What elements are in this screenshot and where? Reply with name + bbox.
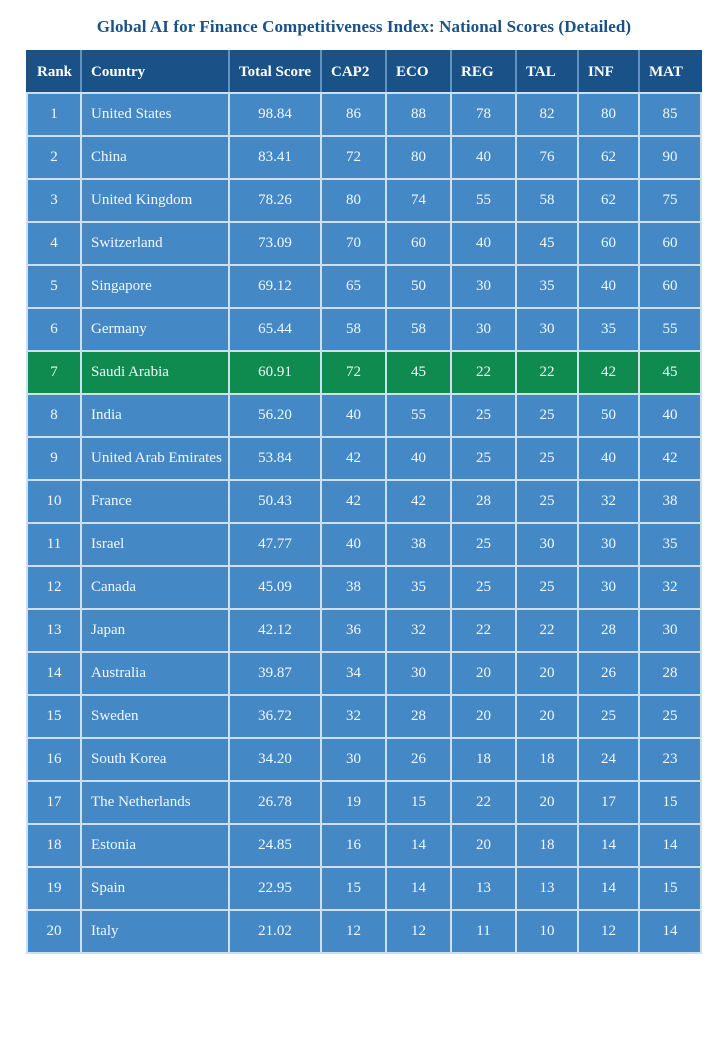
table-row [27, 609, 701, 652]
cell-inf: 30 [578, 523, 639, 566]
cell-reg: 28 [451, 480, 516, 523]
cell-inf: 80 [578, 93, 639, 136]
cell-mat: 55 [639, 308, 701, 351]
cell-rank: 13 [27, 609, 81, 652]
cell-inf: 28 [578, 609, 639, 652]
cell-tal: 20 [516, 652, 578, 695]
table-row [27, 265, 701, 308]
table-body [27, 93, 701, 953]
header-rank: Rank [27, 51, 81, 93]
cell-reg: 25 [451, 437, 516, 480]
cell-rank: 16 [27, 738, 81, 781]
cell-reg: 22 [451, 351, 516, 394]
cell-cap2: 42 [321, 437, 386, 480]
table-header [27, 51, 701, 93]
cell-mat: 42 [639, 437, 701, 480]
cell-country: Israel [81, 523, 229, 566]
cell-cap2: 80 [321, 179, 386, 222]
cell-tal: 20 [516, 695, 578, 738]
cell-country: Germany [81, 308, 229, 351]
cell-total-score: 34.20 [229, 738, 321, 781]
cell-rank: 2 [27, 136, 81, 179]
cell-tal: 82 [516, 93, 578, 136]
table-row [27, 93, 701, 136]
cell-mat: 32 [639, 566, 701, 609]
cell-rank: 4 [27, 222, 81, 265]
cell-tal: 30 [516, 523, 578, 566]
cell-inf: 24 [578, 738, 639, 781]
cell-reg: 78 [451, 93, 516, 136]
cell-total-score: 39.87 [229, 652, 321, 695]
cell-inf: 17 [578, 781, 639, 824]
cell-tal: 18 [516, 824, 578, 867]
cell-inf: 30 [578, 566, 639, 609]
cell-cap2: 12 [321, 910, 386, 953]
cell-rank: 20 [27, 910, 81, 953]
cell-eco: 45 [386, 351, 451, 394]
cell-cap2: 38 [321, 566, 386, 609]
cell-country: The Netherlands [81, 781, 229, 824]
cell-tal: 10 [516, 910, 578, 953]
cell-country: South Korea [81, 738, 229, 781]
cell-mat: 60 [639, 265, 701, 308]
header-total-score: Total Score [229, 51, 321, 93]
cell-eco: 42 [386, 480, 451, 523]
cell-mat: 14 [639, 824, 701, 867]
cell-total-score: 42.12 [229, 609, 321, 652]
cell-country: Spain [81, 867, 229, 910]
cell-inf: 26 [578, 652, 639, 695]
table-row [27, 824, 701, 867]
cell-tal: 25 [516, 480, 578, 523]
cell-tal: 35 [516, 265, 578, 308]
cell-cap2: 65 [321, 265, 386, 308]
cell-reg: 11 [451, 910, 516, 953]
cell-mat: 85 [639, 93, 701, 136]
cell-mat: 38 [639, 480, 701, 523]
cell-reg: 20 [451, 652, 516, 695]
cell-total-score: 69.12 [229, 265, 321, 308]
cell-country: United Arab Emirates [81, 437, 229, 480]
cell-inf: 60 [578, 222, 639, 265]
cell-cap2: 34 [321, 652, 386, 695]
cell-eco: 74 [386, 179, 451, 222]
table-row [27, 308, 701, 351]
cell-country: Saudi Arabia [81, 351, 229, 394]
cell-country: Australia [81, 652, 229, 695]
table-row [27, 695, 701, 738]
table-row [27, 437, 701, 480]
header-row [27, 51, 701, 93]
cell-eco: 35 [386, 566, 451, 609]
cell-tal: 25 [516, 394, 578, 437]
header-reg: REG [451, 51, 516, 93]
cell-cap2: 40 [321, 523, 386, 566]
cell-total-score: 53.84 [229, 437, 321, 480]
cell-eco: 88 [386, 93, 451, 136]
cell-eco: 50 [386, 265, 451, 308]
cell-country: Sweden [81, 695, 229, 738]
cell-mat: 14 [639, 910, 701, 953]
cell-cap2: 42 [321, 480, 386, 523]
cell-eco: 30 [386, 652, 451, 695]
cell-total-score: 26.78 [229, 781, 321, 824]
cell-mat: 15 [639, 867, 701, 910]
table-row [27, 394, 701, 437]
cell-country: Singapore [81, 265, 229, 308]
cell-country: Canada [81, 566, 229, 609]
cell-total-score: 45.09 [229, 566, 321, 609]
cell-inf: 14 [578, 867, 639, 910]
cell-tal: 25 [516, 566, 578, 609]
scores-table [26, 50, 702, 954]
cell-total-score: 22.95 [229, 867, 321, 910]
cell-rank: 1 [27, 93, 81, 136]
table-row [27, 136, 701, 179]
cell-cap2: 36 [321, 609, 386, 652]
cell-reg: 30 [451, 308, 516, 351]
cell-inf: 14 [578, 824, 639, 867]
cell-rank: 11 [27, 523, 81, 566]
cell-cap2: 72 [321, 351, 386, 394]
cell-inf: 25 [578, 695, 639, 738]
page [0, 17, 728, 1041]
cell-eco: 38 [386, 523, 451, 566]
cell-reg: 40 [451, 136, 516, 179]
cell-rank: 15 [27, 695, 81, 738]
cell-tal: 76 [516, 136, 578, 179]
cell-reg: 40 [451, 222, 516, 265]
cell-reg: 18 [451, 738, 516, 781]
cell-rank: 12 [27, 566, 81, 609]
cell-rank: 3 [27, 179, 81, 222]
cell-mat: 25 [639, 695, 701, 738]
table-row [27, 652, 701, 695]
cell-tal: 18 [516, 738, 578, 781]
cell-total-score: 56.20 [229, 394, 321, 437]
cell-eco: 80 [386, 136, 451, 179]
cell-mat: 30 [639, 609, 701, 652]
header-country: Country [81, 51, 229, 93]
cell-tal: 58 [516, 179, 578, 222]
cell-mat: 60 [639, 222, 701, 265]
cell-eco: 60 [386, 222, 451, 265]
cell-tal: 45 [516, 222, 578, 265]
cell-country: Italy [81, 910, 229, 953]
cell-total-score: 21.02 [229, 910, 321, 953]
cell-country: Switzerland [81, 222, 229, 265]
cell-tal: 22 [516, 609, 578, 652]
cell-country: China [81, 136, 229, 179]
cell-tal: 20 [516, 781, 578, 824]
cell-rank: 8 [27, 394, 81, 437]
cell-cap2: 86 [321, 93, 386, 136]
cell-country: United Kingdom [81, 179, 229, 222]
header-mat: MAT [639, 51, 701, 93]
cell-eco: 32 [386, 609, 451, 652]
header-eco: ECO [386, 51, 451, 93]
cell-reg: 22 [451, 781, 516, 824]
cell-rank: 10 [27, 480, 81, 523]
table-row-highlighted [27, 351, 701, 394]
header-cap2: CAP2 [321, 51, 386, 93]
cell-inf: 62 [578, 179, 639, 222]
cell-rank: 9 [27, 437, 81, 480]
cell-mat: 15 [639, 781, 701, 824]
header-inf: INF [578, 51, 639, 93]
cell-cap2: 16 [321, 824, 386, 867]
table-row [27, 867, 701, 910]
cell-reg: 30 [451, 265, 516, 308]
cell-eco: 40 [386, 437, 451, 480]
cell-inf: 35 [578, 308, 639, 351]
cell-total-score: 24.85 [229, 824, 321, 867]
cell-total-score: 83.41 [229, 136, 321, 179]
cell-country: United States [81, 93, 229, 136]
cell-eco: 58 [386, 308, 451, 351]
cell-rank: 17 [27, 781, 81, 824]
cell-total-score: 78.26 [229, 179, 321, 222]
cell-tal: 22 [516, 351, 578, 394]
cell-reg: 25 [451, 394, 516, 437]
cell-reg: 22 [451, 609, 516, 652]
cell-mat: 45 [639, 351, 701, 394]
table-row [27, 222, 701, 265]
cell-rank: 14 [27, 652, 81, 695]
cell-eco: 12 [386, 910, 451, 953]
cell-cap2: 72 [321, 136, 386, 179]
cell-eco: 14 [386, 867, 451, 910]
cell-cap2: 19 [321, 781, 386, 824]
cell-total-score: 65.44 [229, 308, 321, 351]
cell-eco: 15 [386, 781, 451, 824]
table-row [27, 781, 701, 824]
cell-tal: 30 [516, 308, 578, 351]
cell-inf: 40 [578, 265, 639, 308]
cell-reg: 20 [451, 695, 516, 738]
cell-mat: 35 [639, 523, 701, 566]
cell-eco: 26 [386, 738, 451, 781]
cell-eco: 28 [386, 695, 451, 738]
table-row [27, 523, 701, 566]
cell-total-score: 50.43 [229, 480, 321, 523]
cell-rank: 5 [27, 265, 81, 308]
table-row [27, 480, 701, 523]
cell-mat: 40 [639, 394, 701, 437]
cell-total-score: 60.91 [229, 351, 321, 394]
cell-inf: 40 [578, 437, 639, 480]
cell-inf: 62 [578, 136, 639, 179]
cell-inf: 42 [578, 351, 639, 394]
table-row [27, 738, 701, 781]
cell-country: Estonia [81, 824, 229, 867]
header-tal: TAL [516, 51, 578, 93]
cell-cap2: 15 [321, 867, 386, 910]
table-row [27, 566, 701, 609]
cell-tal: 25 [516, 437, 578, 480]
cell-eco: 14 [386, 824, 451, 867]
cell-country: France [81, 480, 229, 523]
cell-country: India [81, 394, 229, 437]
cell-cap2: 58 [321, 308, 386, 351]
cell-reg: 20 [451, 824, 516, 867]
cell-rank: 7 [27, 351, 81, 394]
cell-total-score: 36.72 [229, 695, 321, 738]
cell-inf: 50 [578, 394, 639, 437]
cell-mat: 23 [639, 738, 701, 781]
cell-reg: 13 [451, 867, 516, 910]
cell-eco: 55 [386, 394, 451, 437]
cell-total-score: 98.84 [229, 93, 321, 136]
cell-rank: 6 [27, 308, 81, 351]
cell-inf: 12 [578, 910, 639, 953]
page-title: Global AI for Finance Competitiveness Index: National Scores (Detailed) [96, 17, 632, 36]
cell-mat: 90 [639, 136, 701, 179]
cell-cap2: 32 [321, 695, 386, 738]
cell-mat: 28 [639, 652, 701, 695]
cell-rank: 18 [27, 824, 81, 867]
cell-total-score: 73.09 [229, 222, 321, 265]
cell-cap2: 70 [321, 222, 386, 265]
cell-country: Japan [81, 609, 229, 652]
cell-reg: 25 [451, 523, 516, 566]
table-row [27, 910, 701, 953]
cell-tal: 13 [516, 867, 578, 910]
cell-total-score: 47.77 [229, 523, 321, 566]
cell-mat: 75 [639, 179, 701, 222]
cell-cap2: 30 [321, 738, 386, 781]
cell-reg: 55 [451, 179, 516, 222]
cell-reg: 25 [451, 566, 516, 609]
cell-cap2: 40 [321, 394, 386, 437]
table-row [27, 179, 701, 222]
cell-inf: 32 [578, 480, 639, 523]
cell-rank: 19 [27, 867, 81, 910]
